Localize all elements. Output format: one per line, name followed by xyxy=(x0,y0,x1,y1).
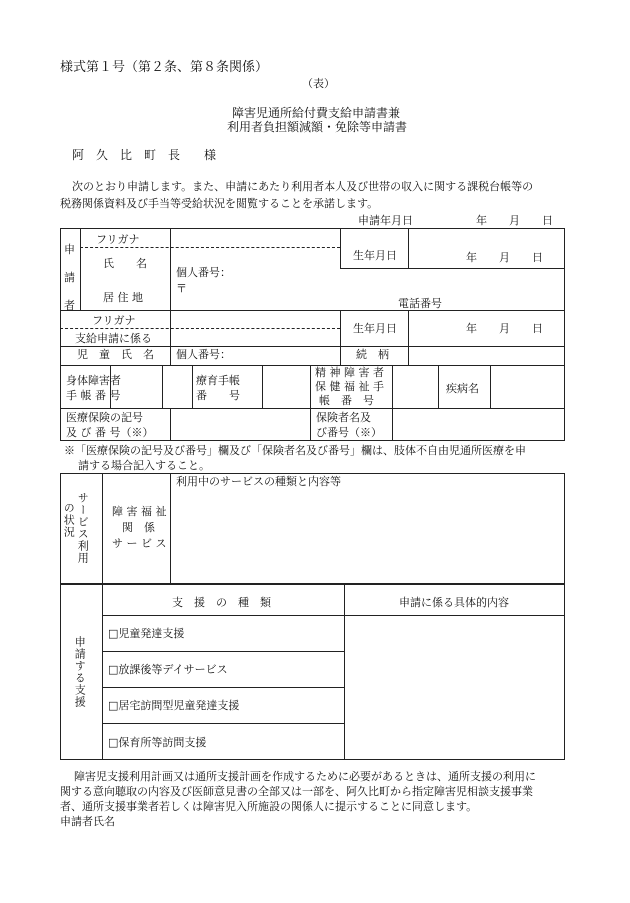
support-side-label: 申請する支援 xyxy=(73,636,87,708)
applicant-side-text: 申請者 xyxy=(64,243,75,312)
consent-line3: 者、通所支援事業者若しくは障害児入所施設の関係人に提示することに同意します。 xyxy=(60,800,478,813)
application-date-label: 申請年月日 xyxy=(358,214,413,227)
phone-label: 電話番号 xyxy=(398,297,442,310)
physical-cert-line1: 身体障害者 xyxy=(66,374,121,387)
note-line2: 請する場合記入すること。 xyxy=(78,459,210,472)
intro-line2: 税務関係資料及び手当等受給状況を閲覧することを承諾します。 xyxy=(60,197,379,210)
form-title-line1: 障害児通所給付費支給申請書兼 xyxy=(232,106,401,120)
child-dob-label: 生年月日 xyxy=(353,322,397,335)
support-detail-header: 申請に係る具体的内容 xyxy=(399,596,509,609)
note-line1: ※「医療保険の記号及び番号」欄及び「保険者名及び番号」欄は、肢体不自由児通所医療を申 xyxy=(64,444,526,457)
form-title-line2: 利用者負担額減額・免除等申請書 xyxy=(227,120,408,134)
child-name-label-line2: 児 童 氏 名 xyxy=(77,348,154,361)
applicant-individual-number-label: 個人番号： xyxy=(176,266,231,279)
consent-line1: 障害児支援利用計画又は通所支援計画を作成するために必要があるときは、通所支援の利用に xyxy=(74,770,536,783)
rehab-cert-line1: 療育手帳 xyxy=(196,374,240,387)
applicant-furigana-label: フリガナ xyxy=(96,233,140,246)
child-name-label-line1: 支給申請に係る xyxy=(75,332,152,345)
service-category-line3: サ ー ビ ス xyxy=(112,537,167,550)
support-option-checkbox[interactable]: □児童発達支援 xyxy=(108,627,185,640)
applicant-signature-label: 申請者氏名 xyxy=(60,815,115,828)
child-individual-number-label: 個人番号： xyxy=(176,348,231,361)
applicant-address-label: 居 住 地 xyxy=(103,291,143,304)
application-date-value: 年 月 日 xyxy=(476,214,553,227)
support-option-checkbox[interactable]: □放課後等デイサービス xyxy=(108,663,228,676)
insurer-line1: 保険者名及 xyxy=(316,411,371,424)
disease-label: 疾病名 xyxy=(446,382,479,395)
applicant-dob-label: 生年月日 xyxy=(353,249,397,262)
intro-line1: 次のとおり申請します。また、申請にあたり利用者本人及び世帯の収入に関する課税台帳等の xyxy=(72,180,534,193)
support-option-checkbox[interactable]: □居宅訪問型児童発達支援 xyxy=(108,699,240,712)
form-side-label: （表） xyxy=(302,77,335,90)
rehab-cert-line2: 番 号 xyxy=(196,389,240,402)
support-type-header: 支 援 の 種 類 xyxy=(172,596,271,609)
service-side-col2: の状況 xyxy=(62,502,76,538)
insurance-symbol-line2: 及 び 番 号（※） xyxy=(66,426,154,439)
mental-cert-line2: 保 健 福 祉 手 xyxy=(315,380,384,393)
service-category-line1: 障 害 福 祉 xyxy=(112,505,167,518)
postal-mark: 〒 xyxy=(176,282,187,295)
service-category-line2: 関 係 xyxy=(122,521,155,534)
form-number: 様式第１号（第２条、第８条関係） xyxy=(60,60,269,75)
child-relation-label: 続 柄 xyxy=(356,348,389,361)
insurer-line2: び番号（※） xyxy=(316,426,382,439)
physical-cert-line2: 手 帳 番 号 xyxy=(66,389,121,402)
applicant-side-label xyxy=(64,236,76,320)
consent-line2: 関する意向聴取の内容及び医師意見書の全部又は一部を、阿久比町から指定障害児相談支援事業 xyxy=(60,785,533,798)
support-option-checkbox[interactable]: □保育所等訪問支援 xyxy=(108,736,207,749)
applicant-name-label: 氏 名 xyxy=(103,257,147,270)
child-dob-value: 年 月 日 xyxy=(466,322,543,335)
mental-cert-line1: 精 神 障 害 者 xyxy=(315,366,384,379)
service-content-label: 利用中のサービスの種類と内容等 xyxy=(176,475,341,488)
applicant-dob-value: 年 月 日 xyxy=(466,251,543,264)
service-side-col1: サービス利用 xyxy=(76,492,90,564)
mental-cert-line3: 帳 番 号 xyxy=(319,394,374,407)
insurance-symbol-line1: 医療保険の記号 xyxy=(66,411,143,424)
child-furigana-label: フリガナ xyxy=(92,314,136,327)
addressee: 阿 久 比 町 長 様 xyxy=(72,148,217,162)
